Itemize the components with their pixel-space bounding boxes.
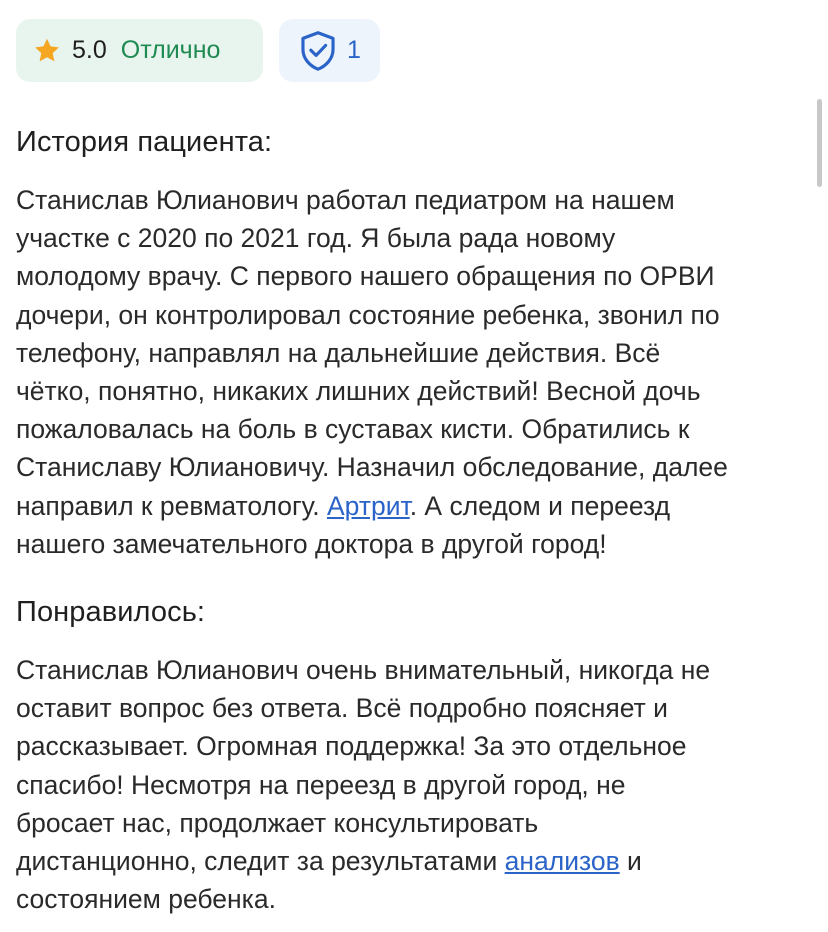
history-line-9-end: . А следом и переезд <box>409 490 671 521</box>
history-text <box>16 181 812 563</box>
scrollbar-thumb[interactable] <box>817 99 822 187</box>
history-line: нашего замечательного доктора в другой город! <box>16 528 607 559</box>
history-line: пожаловалась на боль в суставах кисти. Обратились к <box>16 414 690 445</box>
badges-row <box>16 19 380 82</box>
rating-badge[interactable] <box>16 19 263 82</box>
shield-check-icon <box>299 30 337 72</box>
history-line: телефону, направлял на дальнейшие действия. Всё <box>16 337 661 368</box>
liked-line-6-end: и <box>619 846 642 877</box>
history-line-9-start: направил к ревматологу. <box>16 490 327 521</box>
history-line: Станислав Юлианович работал педиатром на нашем <box>16 185 675 215</box>
liked-text <box>16 651 812 918</box>
analyses-link[interactable]: анализов <box>504 846 620 877</box>
liked-line: рассказывает. Огромная поддержка! За это отдельное <box>16 731 687 762</box>
liked-line: состоянием ребенка. <box>16 884 276 915</box>
liked-title: Понравилось: <box>16 596 206 628</box>
history-line: дочери, он контролировал состояние ребенка, звонил по <box>16 299 720 330</box>
history-line: Станиславу Юлиановичу. Назначил обследование, далее <box>16 452 728 483</box>
history-line <box>16 487 812 525</box>
arthritis-link[interactable]: Артрит <box>326 490 410 521</box>
liked-line-6-start: дистанционно, следит за результатами <box>16 846 505 877</box>
rating-value: 5.0 <box>72 36 107 64</box>
liked-line: Станислав Юлианович очень внимательный, никогда не <box>16 655 711 685</box>
verified-count: 1 <box>347 36 361 64</box>
rating-label: Отлично <box>120 36 221 64</box>
liked-line: спасибо! Несмотря на переезд в другой город, не <box>16 769 626 800</box>
history-line: участке с 2020 по 2021 год. Я была рада новому <box>16 223 616 254</box>
verified-badge[interactable] <box>279 19 380 82</box>
liked-line: оставит вопрос без ответа. Всё подробно поясняет и <box>16 693 668 724</box>
history-line: молодому врачу. С первого нашего обращения по ОРВИ <box>16 261 715 292</box>
history-title: История пациента: <box>16 126 273 158</box>
liked-line: бросает нас, продолжает консультировать <box>16 807 539 838</box>
star-icon <box>32 36 62 66</box>
liked-line <box>16 842 812 880</box>
history-line: чётко, понятно, никаких лишних действий! Весной дочь <box>16 376 701 407</box>
